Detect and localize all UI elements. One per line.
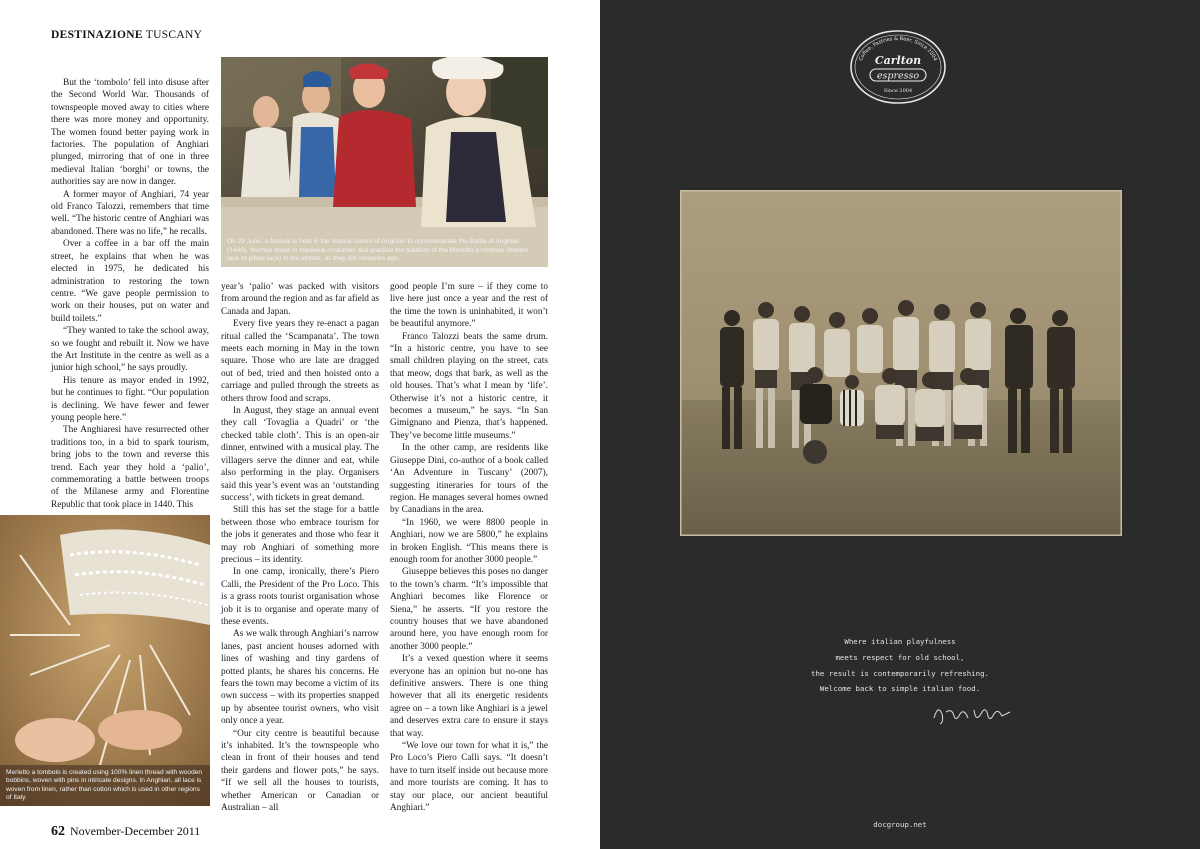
- paragraph: “We love our town for what it is,” the Pro Loco’s Piero Calli says. “It doesn’t have to turn itself inside out because more and more tourists are coming. It has to stay our place, our ancient beautiful Anghiari.”: [390, 741, 548, 814]
- issue-date: November-December 2011: [70, 824, 201, 838]
- ad-website: docgroup.net: [873, 820, 927, 829]
- paragraph: “They wanted to take the school away, so we fought and rebuilt it. Now we have the Art Institute in the centre as well as a junior high school,” he says proudly.: [51, 326, 209, 374]
- page-number: 62: [51, 824, 65, 839]
- tagline-line: meets respect for old school,: [835, 652, 965, 662]
- section-header: [51, 29, 202, 41]
- paragraph: Still this has set the stage for a battle between those who embrace tourism for the jobs it generates and those who fear it may rob Anghiari of something more precious – its identity.: [221, 505, 379, 565]
- paragraph: “In 1960, we were 8800 people in Anghiari, now we are 5800,” he explains in broken English. “This means there is enough room for another 3000 people.”: [390, 517, 548, 565]
- paragraph: A former mayor of Anghiari, 74 year old Franco Talozzi, remembers that time well. “The historic centre of Anghiari was abandoned. There was no life,” he recalls.: [51, 189, 209, 237]
- vintage-team-photo: [680, 190, 1122, 536]
- paragraph: Every five years they re-enact a pagan ritual called the ‘Scampanata’. The town meets each morning in May in the town square. Those who are late are dragged out of bed, tried and then hoisted onto a carriage and pulled through the streets as others throw food and scraps.: [221, 319, 379, 404]
- logo-arc-text: Coffee, Pastries & Beer, Since 2004: [858, 35, 938, 62]
- festival-photo: [221, 57, 548, 267]
- article-column-2: [221, 281, 379, 814]
- paragraph: But the ‘tombolo’ fell into disuse after the Second World War. Thousands of townspeople moved away to cities where there was more money and opportunity. The women found better paying work in factories. The population of Anghiari plunged, mirroring that of one in three medieval Italian ‘borghi’ or towns, the authorities say are now in danger.: [51, 78, 209, 188]
- tagline-line: Welcome back to simple italian food.: [819, 684, 981, 694]
- tagline-line: Where italian playfulness: [844, 637, 956, 646]
- festival-photo-caption: On 29 June, a festival is held in the historic centre of Anghiari to commemorate the Battle of Anghiari (1440). Women dress in medieval costumes and practice the tradition of the Merletto a tombolo (bobbin lace or pillow lace) in the streets, as they did centuries ago.: [227, 238, 529, 262]
- paragraph: The Anghiaresi have resurrected other traditions too, in a bid to spark tourism, bring jobs to the town and reverse this trend. Each year they hold a ‘palio’, commemorating a battle between troops of the Milanese army and Florentine Republic that took place in 1440. This: [51, 425, 209, 510]
- lace-making-photo: [0, 515, 210, 806]
- tagline-line: the result is contemporarily refreshing.: [811, 668, 989, 678]
- ad-tagline: [750, 634, 1050, 697]
- lace-making-photo-image: [0, 515, 210, 806]
- paragraph: year’s ‘palio’ was packed with visitors from around the region and as far afield as Canada and Japan.: [221, 282, 379, 317]
- paragraph: good people I’m sure – if they come to live here just once a year and the rest of the time the town is uninhabited, it won’t be beautiful anymore.”: [390, 282, 548, 330]
- paragraph: His tenure as mayor ended in 1992, but he continues to fight. “Our population is declining. We have fewer and fewer young people here.”: [51, 375, 209, 423]
- carlton-espresso-logo: [848, 28, 948, 106]
- carlton-espresso-logo-mark: [848, 28, 948, 106]
- section-name-rest: TUSCANY: [145, 29, 203, 41]
- paragraph: It’s a vexed question where it seems everyone has an opinion but no-one has definitive answers. There is one thing however that all its energetic residents agree on – a town like Anghiari is a jewel and deserves extra care to ensure it stays that way.: [390, 654, 548, 739]
- paragraph: “Our city centre is beautiful because it’s inhabited. It’s the townspeople who clean in front of their houses and tend their gardens and flower pots,” he says. “If we sell all the houses to tourists, whether American or Canadian or Australian – all: [221, 728, 379, 814]
- paragraph: As we walk through Anghiari’s narrow lanes, past ancient houses adorned with lines of washing and tiny gardens of potted plants, he shares his concerns. He fears the town may become a victim of its own success – with its properties snapped up by absentee tourist owners, who visit only once a year.: [221, 629, 379, 727]
- festival-photo-image: [221, 57, 548, 267]
- paragraph: In August, they stage an annual event they call ‘Tovaglia a Quadri’ or ‘the checked table cloth’. This is an open-air dinner, entwined with a musical play. The villagers serve the dinner and eat, while also performing in the play. Organisers said this year’s event was an ‘outstanding success’, with tickets in great demand.: [221, 406, 379, 503]
- paragraph: Over a coffee in a bar off the main street, he explains that when he was elected in 1975, he dedicated his administration to restoring the town centre. “We gave people permission to work on their houses, put on water and build toilets.”: [51, 239, 209, 324]
- paragraph: Franco Talozzi beats the same drum. “In a historic centre, you have to see small children playing on the street, cats that meow, dogs that bark, as well as the old houses. That’s what I mean by ‘life’. Otherwise it’s not a historic centre, it becomes a museum,” he says. “In San Gimignano and Pienza, that’s happened. They’ve become little museums.”: [390, 331, 548, 441]
- signature-graphic: [930, 700, 1020, 728]
- lace-photo-caption: Merletto a tombolo is created using 100% linen thread with wooden bobbins, woven with pins in intricate designs. In Anghiari, all lace is woven from linen, rather than cotton which is used in other regions of Italy.: [6, 769, 203, 801]
- paragraph: In one camp, ironically, there’s Piero Calli, the President of the Pro Loco. This is a grass roots tourist organisation whose job it is to organise and operate many of these events.: [221, 567, 379, 627]
- logo-name-line1: Carlton: [874, 54, 922, 67]
- article-column-1: [51, 77, 209, 511]
- handwritten-signature: [930, 700, 1020, 728]
- page-folio: [51, 822, 200, 840]
- section-name-bold: DESTINAZIONE: [51, 29, 143, 41]
- paragraph: Giuseppe believes this poses no danger to the town’s charm. “It’s impossible that Anghiari becomes like Florence or Siena,” he asserts. “If you restore the country houses that we have abandoned around here, you have enough room for another 3000 people.”: [390, 567, 548, 652]
- logo-name-line2: espresso: [876, 70, 920, 82]
- article-column-3: [390, 281, 548, 814]
- paragraph: In the other camp, are residents like Giuseppe Dini, co-author of a book called ‘An Adventure in Tuscany’ (2007), suggesting itineraries for tours of the region. He manages several homes owned by Canadians in the area.: [390, 443, 548, 516]
- logo-since: Since 2004: [883, 88, 913, 94]
- advertisement-page: [600, 0, 1200, 849]
- vintage-team-photo-image: [680, 190, 1122, 536]
